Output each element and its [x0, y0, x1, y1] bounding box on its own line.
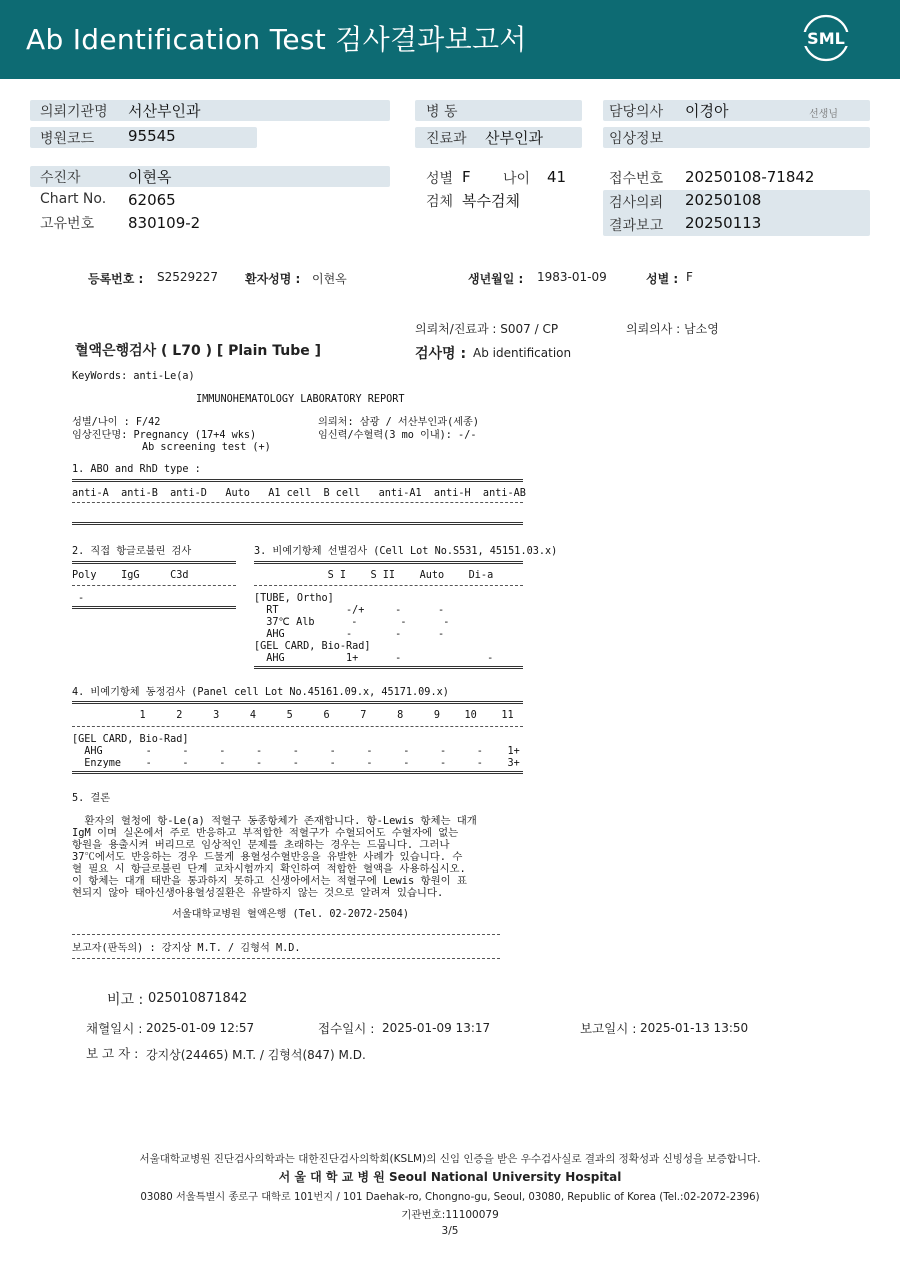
name-label: 환자성명 : — [245, 272, 301, 286]
section4-row: AHG - - - - - - - - - - 1+ — [72, 746, 520, 757]
conclusion-line: 항원을 용출시켜 버리므로 임상적인 문제를 초래하는 경우는 드뭅니다. 그러나 — [72, 839, 450, 851]
doctor-label: 담당의사 — [609, 104, 664, 120]
reg-value: S2529227 — [157, 270, 219, 284]
section2-value: - — [78, 593, 85, 604]
section3-row: AHG - - - — [254, 629, 445, 640]
specimen-label: 검체 — [426, 194, 454, 210]
divider — [72, 502, 523, 503]
clinical-label: 임상정보 — [609, 131, 664, 147]
referrer-doctor: 의뢰의사 : 남소영 — [626, 322, 719, 336]
patient-label: 수진자 — [40, 170, 81, 186]
reporter-line: 보고자(판독의) : 강지상 M.T. / 김형석 M.D. — [72, 943, 301, 954]
sex-value: F — [462, 168, 471, 186]
age-value: 41 — [547, 168, 567, 186]
section3-row: AHG 1+ - - — [254, 653, 494, 664]
divider — [254, 585, 523, 586]
divider — [72, 585, 236, 586]
accept-label: 접수일시 : — [318, 1021, 375, 1036]
footer-institution-number: 기관번호:11100079 — [401, 1209, 499, 1221]
referrer: 의뢰처/진료과 : S007 / CP — [415, 322, 559, 336]
chart-label: Chart No. — [40, 191, 107, 207]
accept-value: 2025-01-09 13:17 — [382, 1021, 491, 1035]
test-group: 혈액은행검사 ( L70 ) [ Plain Tube ] — [75, 343, 322, 359]
sml-logo-icon — [800, 12, 852, 64]
section1-header: anti-A anti-B anti-D Auto A1 cell B cell anti-A1 anti-H anti-AB — [72, 488, 526, 499]
divider — [72, 522, 523, 525]
department-label: 진료과 — [426, 131, 467, 147]
collect-label: 채혈일시 : — [86, 1021, 143, 1036]
divider — [72, 701, 523, 704]
request-label: 검사의뢰 — [609, 195, 664, 211]
department-value: 산부인과 — [485, 129, 543, 147]
reportdate-label: 보고일시 : — [580, 1021, 637, 1036]
divider — [72, 726, 523, 727]
page-number: 3/5 — [441, 1225, 459, 1237]
remark-value: 025010871842 — [148, 991, 248, 1006]
id-value: 830109-2 — [128, 214, 201, 232]
patient-box — [30, 166, 390, 187]
report-date-value: 20250113 — [685, 214, 762, 232]
line-pregnancy: 임신력/수혈력(3 mo 이내): -/- — [318, 430, 477, 441]
divider — [72, 958, 500, 959]
divider — [72, 561, 236, 564]
lab-report-title: IMMUNOHEMATOLOGY LABORATORY REPORT — [196, 394, 405, 405]
section3-row: RT -/+ - - — [254, 605, 445, 616]
section3-row: [GEL CARD, Bio-Rad] — [254, 641, 371, 652]
section2-header: Poly IgG C3d — [72, 570, 189, 581]
institution-label: 의뢰기관명 — [40, 104, 108, 120]
test-name-value: Ab identification — [473, 346, 572, 360]
patient-value: 이현옥 — [128, 168, 172, 186]
section3-row: 37℃ Alb - - - — [254, 617, 450, 628]
scan-sex-label: 성별 : — [646, 272, 679, 286]
doctor-value: 이경아 — [685, 102, 729, 120]
conclusion-line: 환자의 혈청에 항-Le(a) 적혈구 동종항체가 존재합니다. 항-Lewis 항체는 대개 — [72, 815, 477, 827]
section4-row: Enzyme - - - - - - - - - - 3+ — [72, 758, 520, 769]
logo-text: SML — [807, 29, 845, 48]
hospital-code-value: 95545 — [128, 127, 176, 145]
conclusion-line: 혈 필요 시 항글로불린 단계 교차시험까지 확인하여 적합한 혈액을 사용하십시오. — [72, 863, 466, 875]
section1-title: 1. ABO and RhD type : — [72, 464, 201, 475]
section4-row: [GEL CARD, Bio-Rad] — [72, 734, 189, 745]
receipt-label: 접수번호 — [609, 171, 664, 187]
age-label: 나이 — [503, 171, 531, 187]
remark-label: 비고 : — [107, 992, 144, 1008]
id-label: 고유번호 — [40, 216, 95, 232]
footer-certification: 서울대학교병원 진단검사의학과는 대한진단검사의학회(KSLM)의 신임 인증을 받은 우수검사실로 결과의 정확성과 신빙성을 보증합니다. — [139, 1153, 761, 1165]
scan-sex-value: F — [686, 270, 693, 284]
footer-address: 03080 서울특별시 종로구 대학로 101번지 / 101 Daehak-ro, Chongno-gu, Seoul, 03080, Republic of Korea (Tel.:02-2072-2396) — [140, 1192, 760, 1203]
keywords: KeyWords: anti-Le(a) — [72, 371, 195, 382]
divider — [254, 561, 523, 564]
divider — [72, 606, 236, 609]
divider — [72, 479, 523, 482]
receipt-value: 20250108-71842 — [685, 168, 815, 186]
reporter2-label: 보 고 자 : — [86, 1046, 139, 1061]
divider — [72, 771, 523, 774]
section2-title: 2. 직접 항글로불린 검사 — [72, 546, 192, 557]
report-title: Ab Identification Test 검사결과보고서 — [26, 23, 527, 56]
dob-value: 1983-01-09 — [537, 270, 607, 284]
divider — [254, 666, 523, 669]
section3-row: [TUBE, Ortho] — [254, 593, 334, 604]
request-value: 20250108 — [685, 191, 762, 209]
conclusion-line: 현되지 않아 태아신생아용혈성질환은 유발하지 않는 것으로 알려져 있습니다. — [72, 887, 444, 899]
conclusion-line: 37℃에서도 반응하는 경우 드물게 용혈성수혈반응을 유발한 사례가 있습니다. 수 — [72, 851, 463, 863]
sex-label: 성별 — [426, 171, 454, 187]
conclusion-line: 이 항체는 대개 태반을 통과하지 못하고 신생아에서는 적혈구에 Lewis 항원이 표 — [72, 875, 467, 887]
test-name-label: 검사명 : — [415, 346, 467, 362]
collect-value: 2025-01-09 12:57 — [146, 1021, 255, 1035]
name-value: 이현옥 — [312, 272, 347, 286]
reg-label: 등록번호 : — [88, 272, 144, 286]
hospital-code-label: 병원코드 — [40, 131, 95, 147]
line-diagnosis: 임상진단명: Pregnancy (17+4 wks) — [72, 430, 257, 441]
section4-header: 1 2 3 4 5 6 7 8 9 10 11 — [72, 710, 514, 721]
conclusion-line: IgM 이며 실온에서 주로 반응하고 부적합한 적혈구가 수혈되어도 수혈자에 없는 — [72, 827, 459, 839]
section3-header: S I S II Auto Di-a — [254, 570, 494, 581]
line-sex-age: 성별/나이 : F/42 — [72, 417, 161, 428]
institution-value: 서산부인과 — [128, 102, 201, 120]
reportdate-value: 2025-01-13 13:50 — [640, 1021, 749, 1035]
report-date-label: 결과보고 — [609, 218, 664, 234]
line-screening: Ab screening test (+) — [142, 442, 271, 453]
blood-bank: 서울대학교병원 혈액은행 (Tel. 02-2072-2504) — [172, 909, 410, 920]
ward-label: 병 동 — [426, 104, 458, 120]
divider — [72, 934, 500, 935]
chart-value: 62065 — [128, 191, 176, 209]
header-bar — [0, 0, 900, 79]
section5-title: 5. 결론 — [72, 793, 111, 804]
dob-label: 생년월일 : — [468, 272, 524, 286]
specimen-value: 복수검체 — [462, 192, 520, 210]
section3-title: 3. 비예기항체 선별검사 (Cell Lot No.S531, 45151.03.x) — [254, 546, 558, 557]
footer-hospital-name: 서 울 대 학 교 병 원 Seoul National University Hospital — [278, 1170, 622, 1184]
line-referrer: 의뢰처: 삼광 / 서산부인과(세종) — [318, 417, 480, 428]
doctor-suffix: 선생님 — [809, 109, 838, 120]
reporter2-value: 강지상(24465) M.T. / 김형석(847) M.D. — [146, 1048, 366, 1062]
section4-title: 4. 비예기항체 동정검사 (Panel cell Lot No.45161.09.x, 45171.09.x) — [72, 687, 449, 698]
